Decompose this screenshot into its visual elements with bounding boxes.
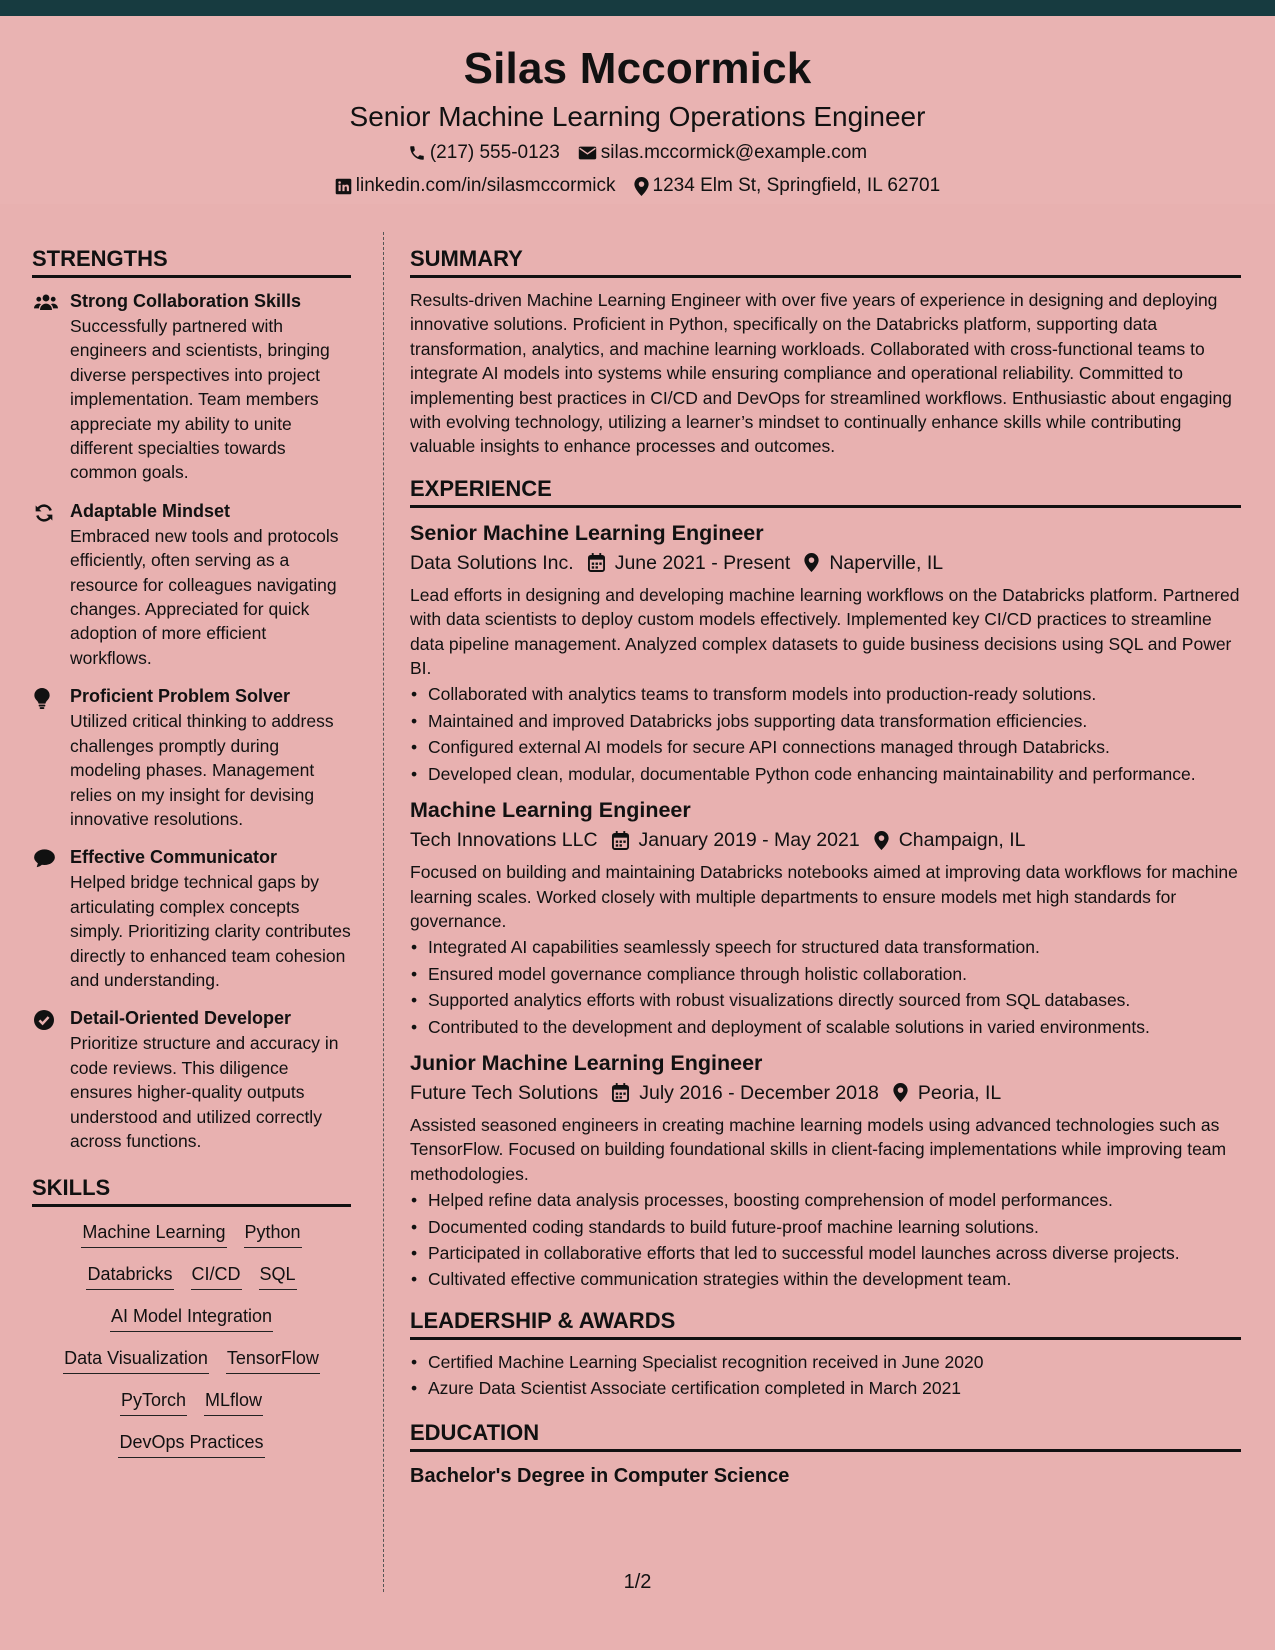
linkedin-text: linkedin.com/in/silasmccormick <box>355 175 616 196</box>
page-number: 1/2 <box>623 1571 652 1593</box>
phone-contact <box>408 138 560 168</box>
education-degree: Bachelor's Degree in Computer Science <box>410 1464 790 1487</box>
skill-tag: Databricks <box>86 1261 173 1290</box>
award-item: • Azure Data Scientist Associate certification completed in March 2021 <box>410 1376 1241 1400</box>
job-description: Lead efforts in designing and developing machine learning workflows on the Databricks platform. Partnered with data scientists to deploy custom models effectively. Implemented key CI/CD practices to streamline data pipeline management. Analyzed complex datasets to guide business decisions using SQL and Power BI. <box>410 584 1240 679</box>
skill-row <box>32 1429 351 1458</box>
address-text: 1234 Elm St, Springfield, IL 62701 <box>652 175 941 196</box>
skill-tag: MLflow <box>204 1387 263 1416</box>
award-item: • Certified Machine Learning Specialist recognition received in June 2020 <box>410 1350 1241 1374</box>
phone-icon <box>408 144 426 162</box>
calendar-icon <box>612 1083 629 1102</box>
phone-text: (217) 555-0123 <box>429 142 560 163</box>
skill-row <box>32 1219 351 1248</box>
experience-heading: EXPERIENCE <box>410 474 1241 508</box>
contact-row-1 <box>0 138 1275 168</box>
job-company: Tech Innovations LLC <box>410 829 598 852</box>
job-meta <box>410 548 1241 578</box>
job-meta <box>410 825 1241 855</box>
contact-row-2 <box>0 171 1275 201</box>
strength-name: Effective Communicator <box>70 847 278 868</box>
top-accent-bar <box>0 0 1275 16</box>
address-contact <box>634 171 941 201</box>
check-circle-icon <box>34 1010 54 1030</box>
map-pin-icon <box>634 177 649 196</box>
email-text: silas.mccormick@example.com <box>600 142 868 163</box>
bullet-item: • Ensured model governance compliance through holistic collaboration. <box>410 962 1241 986</box>
skill-tag: AI Model Integration <box>110 1303 273 1332</box>
linkedin-contact[interactable] <box>335 171 616 201</box>
bullet-item: • Cultivated effective communication strategies within the development team. <box>410 1267 1241 1291</box>
bullet-item: • Maintained and improved Databricks jobs supporting data transformation efficiencies. <box>410 709 1241 733</box>
job-entry <box>410 795 1241 1039</box>
calendar-icon <box>588 553 605 572</box>
strength-item <box>32 1005 351 1153</box>
linkedin-icon <box>335 178 352 195</box>
skill-tag: Data Visualization <box>63 1345 209 1374</box>
users-icon <box>34 293 58 311</box>
job-bullets <box>410 682 1241 786</box>
strength-description: Embraced new tools and protocols efficiently, often serving as a resource for colleagues navigating changes. Appreciated for quick adoption of more efficient workflows. <box>70 525 339 668</box>
strength-description: Prioritize structure and accuracy in code reviews. This diligence ensures higher-quality outputs understood and utilized correctly across functions. <box>70 1033 339 1151</box>
job-dates: June 2021 - Present <box>614 551 791 574</box>
job-title: Senior Machine Learning Engineer <box>410 520 764 545</box>
job-company: Future Tech Solutions <box>410 1081 599 1104</box>
job-company: Data Solutions Inc. <box>410 551 574 574</box>
strength-description: Helped bridge technical gaps by articulating complex concepts simply. Prioritizing clarity contributes directly to enhanced team cohesion and understanding. <box>70 872 351 990</box>
job-title: Junior Machine Learning Engineer <box>410 1050 763 1075</box>
strength-item <box>32 683 351 831</box>
job-meta <box>410 1078 1241 1108</box>
education-heading: EDUCATION <box>410 1418 1241 1452</box>
job-description: Assisted seasoned engineers in creating machine learning models using advanced technologies such as TensorFlow. Focused on building foundational skills in client-facing implementations while improving team methodologies. <box>410 1114 1227 1184</box>
strength-description: Utilized critical thinking to address challenges promptly during modeling phases. Management relies on my insight for devising innovative resolutions. <box>70 711 334 829</box>
column-divider <box>383 232 384 1592</box>
strength-item <box>32 844 351 992</box>
sync-icon <box>34 503 54 523</box>
lightbulb-icon <box>34 688 50 709</box>
job-bullets <box>410 1188 1241 1292</box>
bullet-item: • Helped refine data analysis processes, boosting comprehension of model performances. <box>410 1188 1241 1212</box>
left-column <box>32 244 351 1471</box>
strength-name: Adaptable Mindset <box>70 500 231 521</box>
job-description: Focused on building and maintaining Databricks notebooks aimed at improving data workflows for machine learning scales. Worked closely with multiple departments to ensure models met high standards for governance. <box>410 862 1238 931</box>
skill-row <box>32 1303 351 1332</box>
strength-item <box>32 498 351 670</box>
candidate-name: Silas Mccormick <box>463 44 812 93</box>
skills-list <box>32 1219 351 1458</box>
skill-row <box>32 1345 351 1374</box>
skill-tag: TensorFlow <box>226 1345 320 1374</box>
skills-heading: SKILLS <box>32 1173 351 1207</box>
skill-tag: PyTorch <box>120 1387 187 1416</box>
bullet-item: • Developed clean, modular, documentable Python code enhancing maintainability and performance. <box>410 762 1241 786</box>
skill-row <box>32 1387 351 1416</box>
envelope-icon <box>578 145 597 161</box>
strength-name: Strong Collaboration Skills <box>70 291 302 311</box>
skill-tag: CI/CD <box>191 1261 242 1290</box>
resume-header <box>0 40 1275 201</box>
job-title: Machine Learning Engineer <box>410 798 691 823</box>
strength-description: Successfully partnered with engineers and scientists, bringing diverse perspectives into project implementation. Team members appreciate my ability to unite different specialties towards common goals. <box>70 316 330 483</box>
skill-tag: Machine Learning <box>81 1219 226 1248</box>
skill-row <box>32 1261 351 1290</box>
strength-item <box>32 288 351 485</box>
job-entry <box>410 518 1241 786</box>
job-dates: July 2016 - December 2018 <box>639 1081 879 1104</box>
calendar-icon <box>612 831 629 850</box>
bullet-item: • Configured external AI models for secure API connections managed through Databricks. <box>410 735 1241 759</box>
job-location: Peoria, IL <box>917 1081 1002 1104</box>
job-dates: January 2019 - May 2021 <box>638 829 860 852</box>
job-bullets <box>410 935 1241 1039</box>
job-location: Naperville, IL <box>829 551 944 574</box>
bullet-item: • Contributed to the development and deployment of scalable solutions in varied environments. <box>410 1015 1241 1039</box>
right-column <box>410 244 1241 1490</box>
strengths-heading: STRENGTHS <box>32 244 351 278</box>
awards-list <box>410 1350 1241 1401</box>
bullet-item: • Participated in collaborative efforts that led to successful model launches across diverse projects. <box>410 1241 1241 1265</box>
bullet-item: • Documented coding standards to build future-proof machine learning solutions. <box>410 1215 1241 1239</box>
comment-icon <box>34 849 55 868</box>
skill-tag: Python <box>244 1219 302 1248</box>
summary-text: Results-driven Machine Learning Engineer with over five years of experience in designing and deploying innovative solutions. Proficient in Python, specifically on the Databricks platform, supporting data transformation, analytics, and machine learning workloads. Collaborated with cross-functional teams to integrate AI models into systems while ensuring compliance and operational reliability. Committed to implementing best practices in CI/CD and DevOps for streamlined workflows. Enthusiastic about engaging with evolving technology, utilizing a learner’s mindset to continually enhance skills while contributing valuable insights to enhance processes and outcomes. <box>410 290 1232 457</box>
email-contact[interactable] <box>578 138 867 168</box>
map-pin-icon <box>893 1083 908 1102</box>
bullet-item: • Collaborated with analytics teams to transform models into production-ready solutions. <box>410 682 1241 706</box>
map-pin-icon <box>804 553 819 572</box>
summary-heading: SUMMARY <box>410 244 1241 278</box>
awards-heading: LEADERSHIP & AWARDS <box>410 1306 1241 1340</box>
strength-name: Proficient Problem Solver <box>70 686 291 707</box>
map-pin-icon <box>874 831 889 850</box>
bullet-item: • Supported analytics efforts with robust visualizations directly sourced from SQL databases. <box>410 988 1241 1012</box>
job-location: Champaign, IL <box>898 829 1026 852</box>
bullet-item: • Integrated AI capabilities seamlessly speech for structured data transformation. <box>410 935 1241 959</box>
candidate-title: Senior Machine Learning Operations Engineer <box>349 101 926 132</box>
skill-tag: DevOps Practices <box>118 1429 264 1458</box>
strength-name: Detail-Oriented Developer <box>70 1008 292 1029</box>
job-entry <box>410 1048 1241 1292</box>
skill-tag: SQL <box>259 1261 297 1290</box>
